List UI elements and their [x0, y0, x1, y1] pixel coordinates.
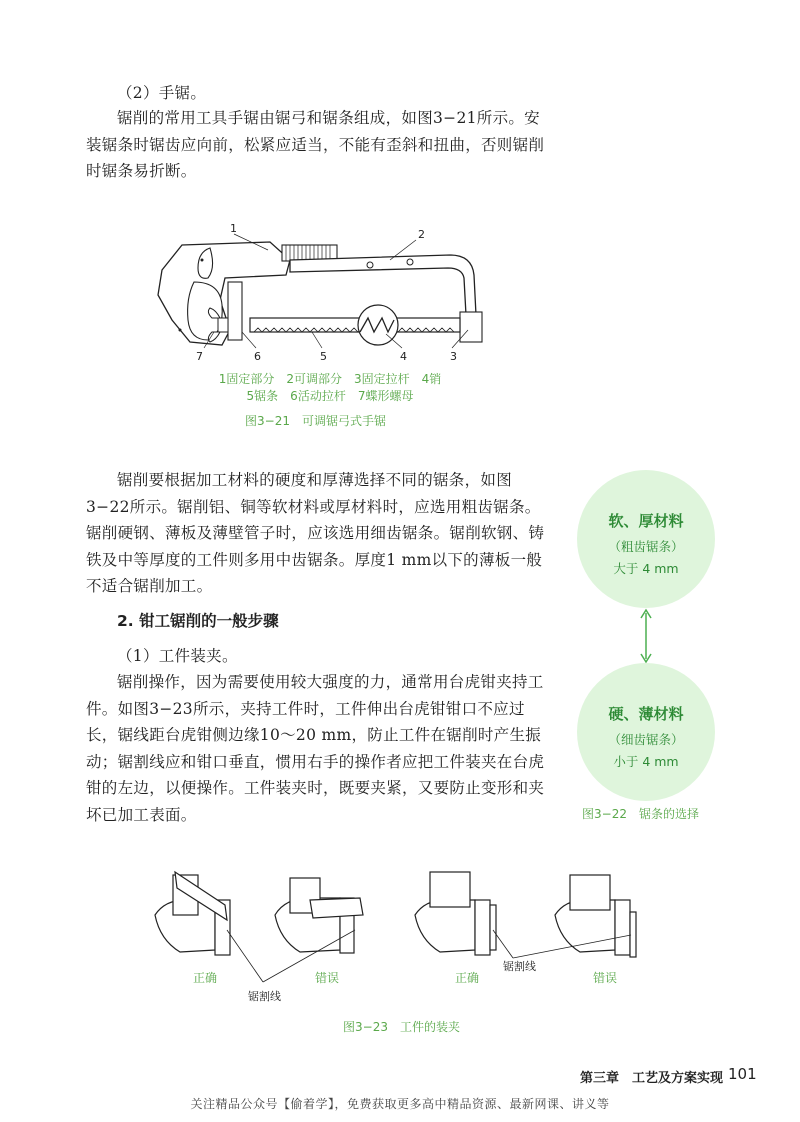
fine-blade-type: （细齿锯条）: [608, 732, 684, 747]
coarse-blade-size: 大于 4 mm: [613, 561, 679, 576]
paragraph-workpiece-clamping: 锯削操作，因为需要使用较大强度的力，通常用台虎钳夹持工件。如图3−23所示，夹持工件时，工件伸出台虎钳钳口不应过长，锯线距台虎钳侧边缘10～20 mm，防止工件在锯削时产生振动；锯割线应和钳口垂直，惯用右手的操作者应把工件装夹在台虎钳的左边，以便操作。工件装夹时，既要夹紧，又要防止变形和夹坏已加工表面。: [86, 673, 545, 824]
figure-3-21-hacksaw: [150, 220, 490, 370]
double-arrow-icon: [636, 607, 656, 665]
coarse-blade-type: （粗齿锯条）: [608, 539, 684, 554]
fig322-caption: 图3−22 锯条的选择: [582, 807, 699, 821]
fig323-saw-line-left: 锯割线: [248, 990, 281, 1003]
fig321-legend-line1: 1固定部分 2可调部分 3固定拉杆 4销: [218, 372, 442, 386]
subheading-hand-saw: （2）手锯。: [117, 84, 207, 102]
section-heading-sawing-steps: 2. 钳工锯削的一般步骤: [117, 612, 279, 630]
fig323-caption: 图3−23 工件的装夹: [343, 1020, 460, 1034]
fig321-label-5: 5: [320, 350, 327, 363]
fig323-wrong-1: 错误: [315, 971, 340, 985]
fig321-label-3: 3: [450, 350, 457, 363]
fig323-saw-line-right: 锯割线: [503, 960, 536, 973]
fine-blade-circle: [577, 663, 715, 801]
footer-chapter-title: 第三章 工艺及方案实现: [580, 1071, 724, 1086]
figure-3-23-vise-clamping: [145, 860, 675, 1010]
fig321-label-6: 6: [254, 350, 261, 363]
paragraph-hand-saw: 锯削的常用工具手锯由锯弓和锯条组成，如图3−21所示。安装锯条时锯齿应向前，松紧应适当，不能有歪斜和扭曲，否则锯削时锯条易折断。: [86, 109, 545, 180]
fig321-label-7: 7: [196, 350, 203, 363]
fig323-correct-1: 正确: [193, 971, 218, 985]
subheading-workpiece-clamping: （1）工件装夹。: [117, 647, 238, 665]
fig321-legend-line2: 5锯条 6活动拉杆 7蝶形螺母: [246, 389, 414, 403]
fig321-label-2: 2: [418, 228, 425, 241]
coarse-blade-circle: [577, 470, 715, 608]
footer-page-number: 101: [728, 1065, 757, 1083]
paragraph-saw-blade-selection: 锯削要根据加工材料的硬度和厚薄选择不同的锯条，如图3−22所示。锯削铝、铜等软材料或厚材料时，应选用粗齿锯条。锯削硬钢、薄板及薄壁管子时，应该选用细齿锯条。锯削软钢、铸铁及中等厚度的工件则多用中齿锯条。厚度1 mm以下的薄板一般不适合锯削加工。: [86, 471, 545, 595]
coarse-blade-title: 软、厚材料: [608, 512, 684, 530]
fig323-correct-2: 正确: [455, 971, 480, 985]
fig321-label-1: 1: [230, 222, 237, 235]
fine-blade-size: 小于 4 mm: [613, 754, 679, 769]
fig321-caption: 图3−21 可调锯弓式手锯: [245, 414, 386, 428]
fig323-wrong-2: 错误: [593, 971, 618, 985]
fine-blade-title: 硬、薄材料: [608, 705, 684, 723]
footer-notice: 关注精品公众号【偷着学】，免费获取更多高中精品资源、最新网课、讲义等: [190, 1097, 610, 1111]
fig321-label-4: 4: [400, 350, 407, 363]
